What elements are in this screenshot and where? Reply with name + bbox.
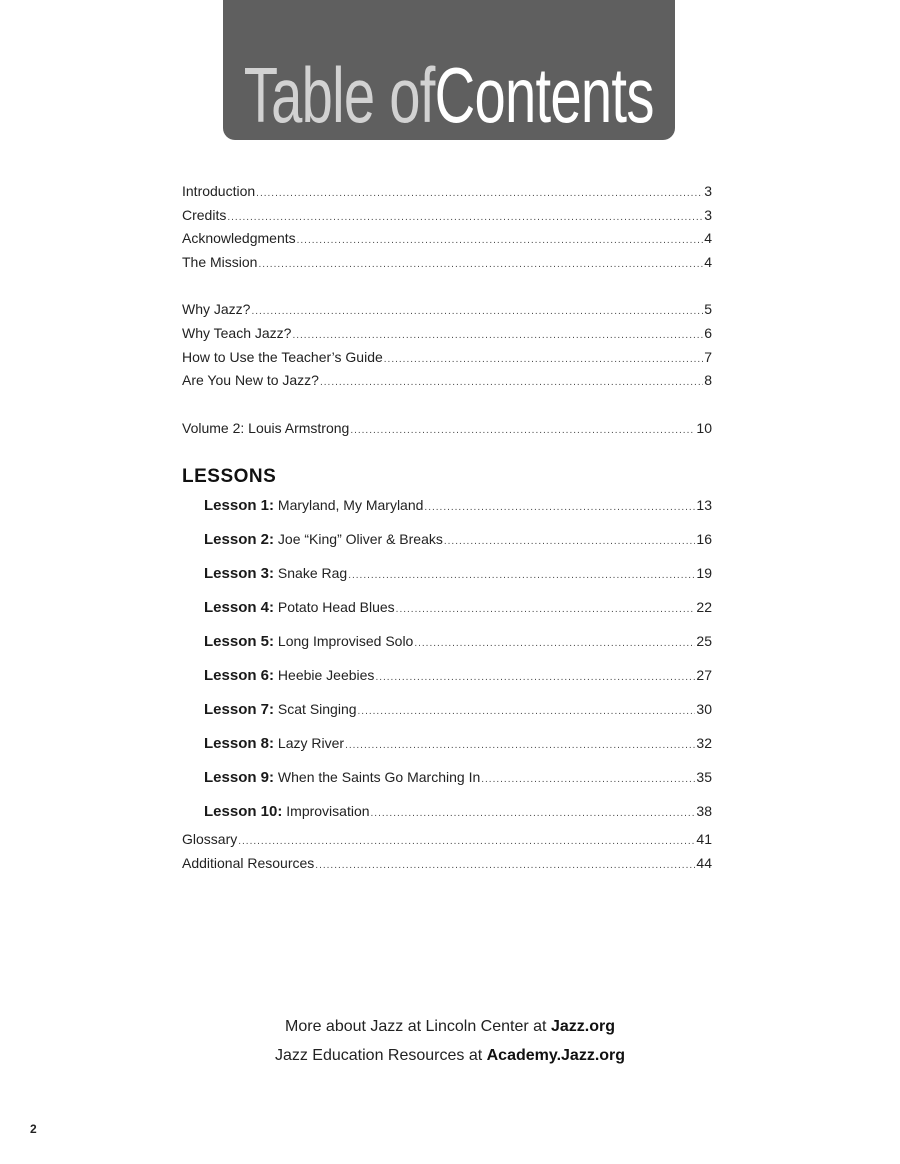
footer <box>0 1012 900 1070</box>
toc-entry-page: 13 <box>696 497 712 514</box>
toc-entry-page: 10 <box>696 419 712 436</box>
toc-leader-dots <box>481 763 695 797</box>
toc-entry-page: 19 <box>696 565 712 582</box>
toc-leader-dots <box>256 182 703 206</box>
toc-entry-page: 25 <box>696 633 712 650</box>
toc-entry-page: 4 <box>704 253 712 270</box>
toc-entry-label <box>204 658 374 693</box>
toc-entry-mission[interactable] <box>182 251 712 275</box>
page-title-part1: Table of <box>244 51 435 139</box>
lesson-number: Lesson 6: <box>204 667 275 685</box>
toc-entry-lesson-10[interactable] <box>182 794 712 828</box>
toc-entry-label <box>204 794 370 829</box>
title-banner <box>223 0 675 140</box>
lesson-number: Lesson 1: <box>204 497 275 515</box>
toc-entry-page: 27 <box>696 667 712 684</box>
lesson-number: Lesson 7: <box>204 701 275 719</box>
lesson-number: Lesson 2: <box>204 531 275 549</box>
toc-entry-page: 35 <box>696 769 712 786</box>
toc-entry-label <box>204 726 344 761</box>
toc-leader-dots <box>384 348 703 372</box>
toc-leader-dots <box>238 830 695 854</box>
toc-entry-label <box>204 760 480 795</box>
toc-entry-lesson-1[interactable] <box>182 488 712 522</box>
lesson-title: Lazy River <box>277 735 345 752</box>
toc-entry-lesson-9[interactable] <box>182 760 712 794</box>
lesson-title: Scat Singing <box>277 701 357 718</box>
toc-entry-page: 44 <box>696 854 712 871</box>
toc-entry-lesson-6[interactable] <box>182 658 712 692</box>
page-number: 2 <box>30 1122 37 1136</box>
toc-entry-label <box>204 556 347 591</box>
toc-entry-label <box>204 692 357 727</box>
footer-text: More about Jazz at Lincoln Center at <box>285 1018 547 1035</box>
toc-leader-dots <box>320 371 703 395</box>
toc-entry-label: Credits <box>182 206 227 223</box>
lessons-heading: LESSONS <box>182 466 277 488</box>
toc-entry-page: 41 <box>696 831 712 848</box>
toc-entry-label: Introduction <box>182 183 256 199</box>
toc-entry-label: Volume 2: Louis Armstrong <box>182 419 350 436</box>
toc-leader-dots <box>414 627 695 661</box>
toc-leader-dots <box>350 419 695 443</box>
lesson-title: Maryland, My Maryland <box>277 497 424 514</box>
lesson-number: Lesson 9: <box>204 769 275 787</box>
toc-entry-new-to-jazz[interactable] <box>182 369 712 393</box>
toc-entry-lesson-8[interactable] <box>182 726 712 760</box>
toc-entry-why-jazz[interactable] <box>182 298 712 322</box>
toc-leader-dots <box>292 324 703 348</box>
toc-entry-introduction[interactable] <box>182 180 712 204</box>
toc-entry-label: Additional Resources <box>182 854 315 871</box>
toc-leader-dots <box>375 661 695 695</box>
toc-entry-page: 5 <box>704 301 712 318</box>
toc-entry-acknowledgments[interactable] <box>182 227 712 251</box>
toc-entry-label <box>204 522 443 557</box>
toc-entry-page: 3 <box>704 183 712 199</box>
academy-jazz-org-link[interactable]: Academy.Jazz.org <box>486 1047 626 1064</box>
toc-entry-label <box>204 624 413 659</box>
lesson-number: Lesson 8: <box>204 735 275 753</box>
toc-leader-dots <box>348 559 695 593</box>
section-spacer <box>182 393 712 417</box>
toc-leader-dots <box>258 253 703 277</box>
toc-leader-dots <box>345 729 695 763</box>
lesson-title: Snake Rag <box>277 565 348 582</box>
lesson-title: Improvisation <box>286 803 370 820</box>
toc-entry-lesson-4[interactable] <box>182 590 712 624</box>
toc-leader-dots <box>315 854 695 878</box>
toc-entry-label: Why Jazz? <box>182 301 251 318</box>
page-title <box>244 51 654 139</box>
toc-entry-label <box>204 590 395 625</box>
toc-entry-credits[interactable] <box>182 204 712 228</box>
toc-entry-page: 32 <box>696 735 712 752</box>
lesson-number: Lesson 4: <box>204 599 275 617</box>
toc-entry-glossary[interactable] <box>182 828 712 852</box>
lesson-title: Heebie Jeebies <box>277 667 375 684</box>
toc-entry-page: 16 <box>696 531 712 548</box>
toc-leader-dots <box>251 300 703 324</box>
footer-line-academy <box>0 1041 900 1070</box>
lesson-number: Lesson 5: <box>204 633 275 651</box>
toc-entry-lesson-3[interactable] <box>182 556 712 590</box>
toc-entry-teachers-guide[interactable] <box>182 346 712 370</box>
toc-entry-page: 38 <box>696 803 712 820</box>
toc-entry-lesson-2[interactable] <box>182 522 712 556</box>
toc-entry-label: Acknowledgments <box>182 230 296 247</box>
lesson-title: When the Saints Go Marching In <box>277 769 481 786</box>
toc-entry-lesson-7[interactable] <box>182 692 712 726</box>
toc-entry-lesson-5[interactable] <box>182 624 712 658</box>
toc-entry-label: The Mission <box>182 253 258 270</box>
table-of-contents <box>182 180 712 876</box>
toc-entry-page: 4 <box>704 230 712 247</box>
toc-entry-label: How to Use the Teacher’s Guide <box>182 348 383 365</box>
footer-line-jazz-org <box>0 1012 900 1041</box>
toc-entry-label: Why Teach Jazz? <box>182 324 292 341</box>
lesson-number: Lesson 3: <box>204 565 275 583</box>
section-spacer <box>182 274 712 298</box>
footer-text: Jazz Education Resources at <box>274 1047 483 1064</box>
toc-entry-additional-resources[interactable] <box>182 852 712 876</box>
jazz-org-link[interactable]: Jazz.org <box>550 1018 615 1035</box>
toc-entry-page: 8 <box>704 372 712 389</box>
toc-leader-dots <box>371 797 696 831</box>
toc-entry-why-teach-jazz[interactable] <box>182 322 712 346</box>
lesson-number: Lesson 10: <box>204 803 283 821</box>
lesson-title: Long Improvised Solo <box>277 633 414 650</box>
lesson-title: Joe “King” Oliver & Breaks <box>277 531 443 548</box>
toc-leader-dots <box>227 206 703 230</box>
page-title-part2: Contents <box>434 51 654 139</box>
toc-entry-page: 30 <box>696 701 712 718</box>
toc-entry-page: 3 <box>704 206 712 223</box>
toc-entry-label <box>204 488 423 523</box>
toc-leader-dots <box>424 491 695 525</box>
toc-leader-dots <box>444 525 696 559</box>
toc-entry-page: 7 <box>704 348 712 365</box>
toc-entry-label: Are You New to Jazz? <box>182 372 319 389</box>
toc-entry-volume[interactable] <box>182 417 712 441</box>
toc-leader-dots <box>358 695 696 729</box>
toc-entry-page: 22 <box>696 599 712 616</box>
lesson-title: Potato Head Blues <box>277 599 395 616</box>
toc-entry-page: 6 <box>704 324 712 341</box>
toc-leader-dots <box>297 229 704 253</box>
toc-leader-dots <box>396 593 696 627</box>
toc-entry-label: Glossary <box>182 831 238 848</box>
